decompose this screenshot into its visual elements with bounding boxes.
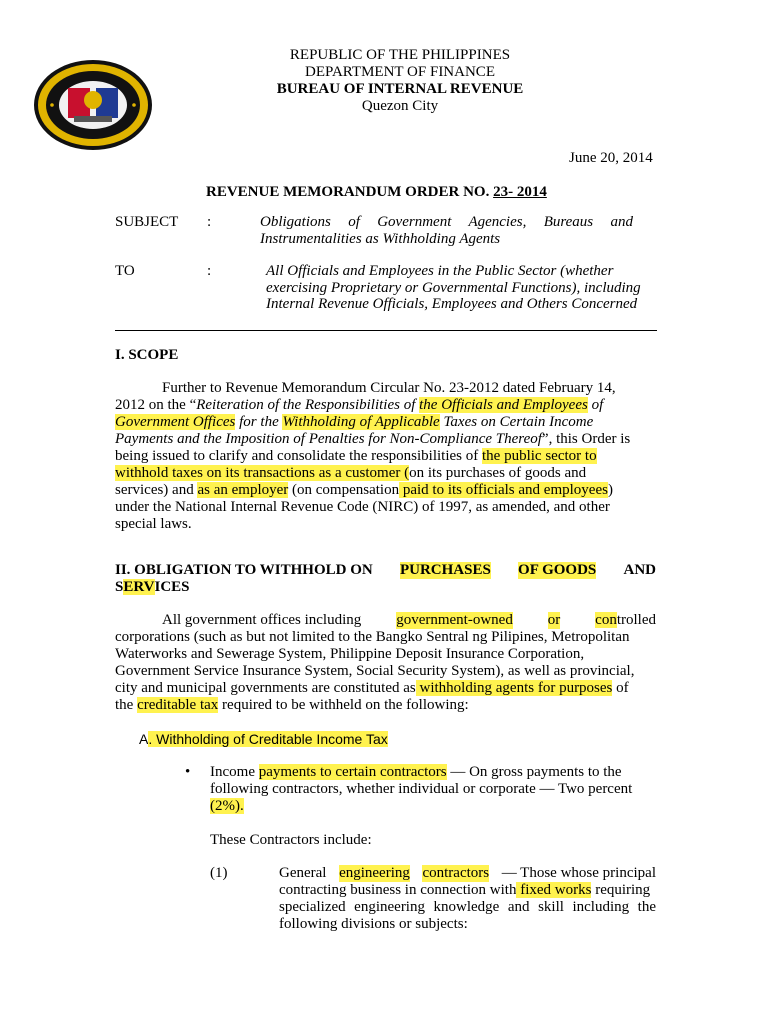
contractors-intro: These Contractors include: (210, 832, 372, 848)
item-1-number: (1) (210, 865, 228, 881)
to-line1: All Officials and Employees in the Public Sector (whether (266, 263, 614, 279)
bullet-icon: • (185, 764, 191, 780)
bullet-contractors: Income payments to certain contractors — On gross payments to the following contractors, whether individual or corporate — Two percent (2%). (210, 764, 633, 814)
to-line3: Internal Revenue Officials, Employees and Others Concerned (266, 296, 638, 312)
item-1-text: General engineering contractors — Those whose principal contracting business in connection with fixed works requiring specialized engineering knowledge and skill including the following divisions or subjects: (279, 865, 656, 932)
subject-label: SUBJECT (115, 214, 179, 230)
section2-heading: II. OBLIGATION TO WITHHOLD ON PURCHASES OF GOODS AND SERVICES (115, 562, 656, 595)
subject-colon: : (207, 214, 212, 230)
subject-line2: Instrumentalities as Withholding Agents (260, 231, 501, 247)
header-city: Quezon City (361, 98, 439, 114)
subsection-a-heading: A. Withholding of Creditable Income Tax (139, 731, 388, 747)
section2-paragraph: All government offices including government-owned or controlled corporations (such as but not limited to the Bangko Sentral ng Pilipines, Metropolitan Waterworks and Sewerage System, Philippine Deposit Insurance Corporation, Government Service Insurance System, Social Security System), as well as provincial, city and municipal governments are constituted as withholding agents for purposes of the creditable tax required to be withheld on the following: (115, 612, 656, 713)
to-label: TO (115, 263, 135, 279)
memo-date: June 20, 2014 (569, 150, 653, 166)
header-department: DEPARTMENT OF FINANCE (305, 64, 495, 80)
to-line2: exercising Proprietary or Governmental Functions), including (266, 280, 641, 296)
bir-seal-logo (32, 58, 154, 153)
subject-line1: Obligations of Government Agencies, Bureaus and (260, 214, 633, 230)
memo-title: REVENUE MEMORANDUM ORDER NO. 23- 2014 (206, 184, 547, 200)
header-bureau: BUREAU OF INTERNAL REVENUE (276, 81, 524, 97)
header-republic: REPUBLIC OF THE PHILIPPINES (289, 47, 511, 63)
header-divider (115, 330, 657, 331)
to-colon: : (207, 263, 212, 279)
scope-paragraph: Further to Revenue Memorandum Circular No. 23-2012 dated February 14, 2012 on the “Reiteration of the Responsibilities of the Officials and Employees of Government Offices for the Withholding of Applicable Taxes on Certain Income Payments and the Imposition of Penalties for Non-Compliance Thereof”, this Order is being issued to clarify and consolidate the responsibilities of the public sector to withhold taxes on its transactions as a customer (on its purchases of goods and services) and as an employer (on compensation paid to its officials and employees) under the National Internal Revenue Code (NIRC) of 1997, as amended, and other special laws. (115, 380, 631, 532)
memo-number: 23- 2014 (493, 184, 547, 200)
scope-heading: I. SCOPE (115, 347, 179, 363)
